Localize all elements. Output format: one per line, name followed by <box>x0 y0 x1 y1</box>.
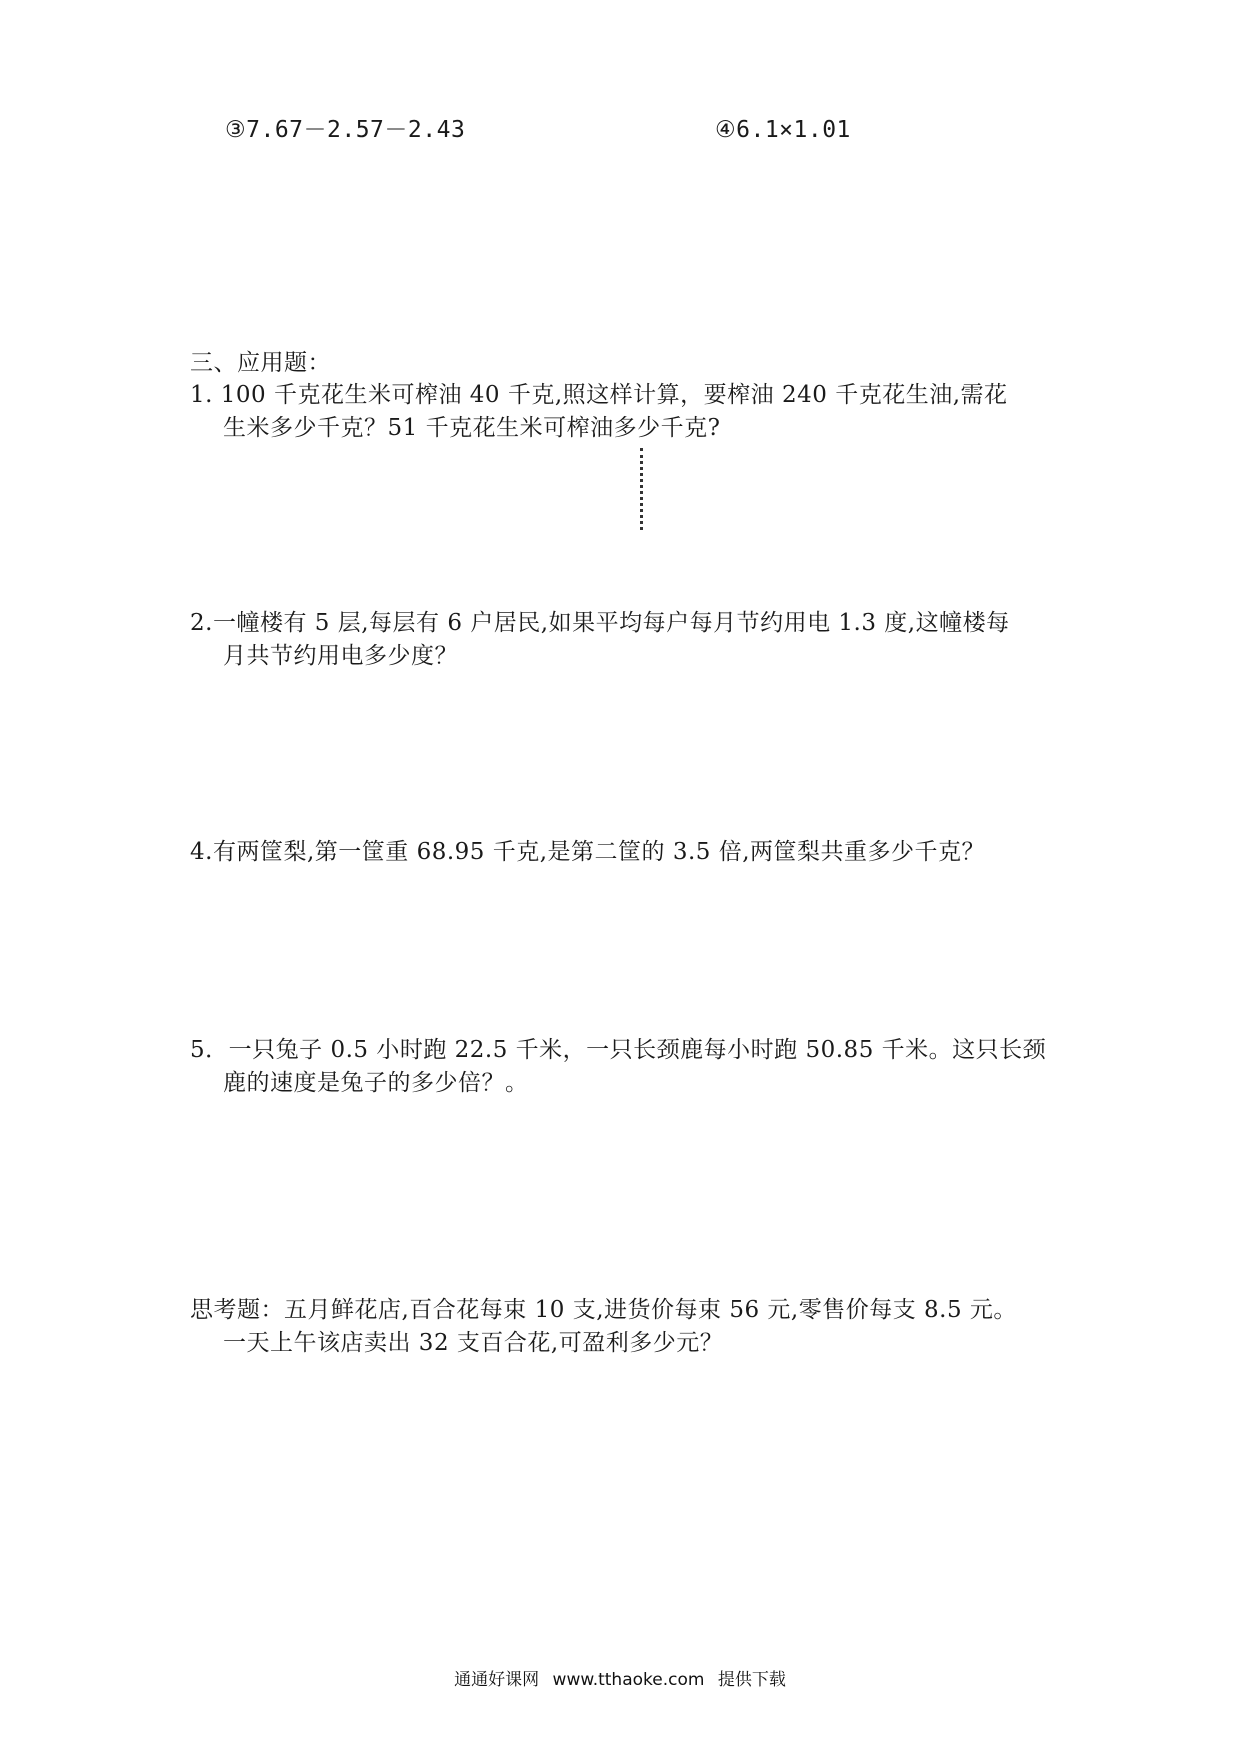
thinking-problem-line-1: 思考题：五月鲜花店,百合花每束 10 支,进货价每束 56 元,零售价每支 8.5 元。 <box>190 1297 1017 1323</box>
footer-url[interactable]: www.tthaoke.com <box>552 1670 705 1690</box>
problem-2-line-2: 月共节约用电多少度？ <box>223 643 458 669</box>
problem-5-line-1: 5．一只兔子 0.5 小时跑 22.5 千米，一只长颈鹿每小时跑 50.85 千米。这只长颈 <box>190 1037 1047 1063</box>
dotted-divider <box>640 448 643 530</box>
problem-2-line-1: 2.一幢楼有 5 层,每层有 6 户居民,如果平均每户每月节约用电 1.3 度,这幢楼每 <box>190 610 1010 636</box>
footer-site-name: 通通好课网 <box>454 1670 540 1690</box>
footer-note: 提供下载 <box>717 1670 786 1690</box>
problem-1-line-2: 生米多少千克？51 千克花生米可榨油多少千克? <box>223 415 721 441</box>
calc-item-3: ③7.67－2.57－2.43 <box>225 117 466 143</box>
problem-4-line-1: 4.有两筐梨,第一筐重 68.95 千克,是第二筐的 3.5 倍,两筐梨共重多少千克？ <box>190 839 986 865</box>
problem-5-line-2: 鹿的速度是兔子的多少倍？。 <box>223 1070 529 1096</box>
page-footer <box>0 1668 1240 1692</box>
section-title: 三、应用题： <box>190 350 331 376</box>
thinking-problem-line-2: 一天上午该店卖出 32 支百合花,可盈利多少元？ <box>223 1330 724 1356</box>
problem-1-line-1: 1. 100 千克花生米可榨油 40 千克,照这样计算，要榨油 240 千克花生油,需花 <box>190 382 1008 408</box>
calc-item-4: ④6.1×1.01 <box>715 117 851 143</box>
